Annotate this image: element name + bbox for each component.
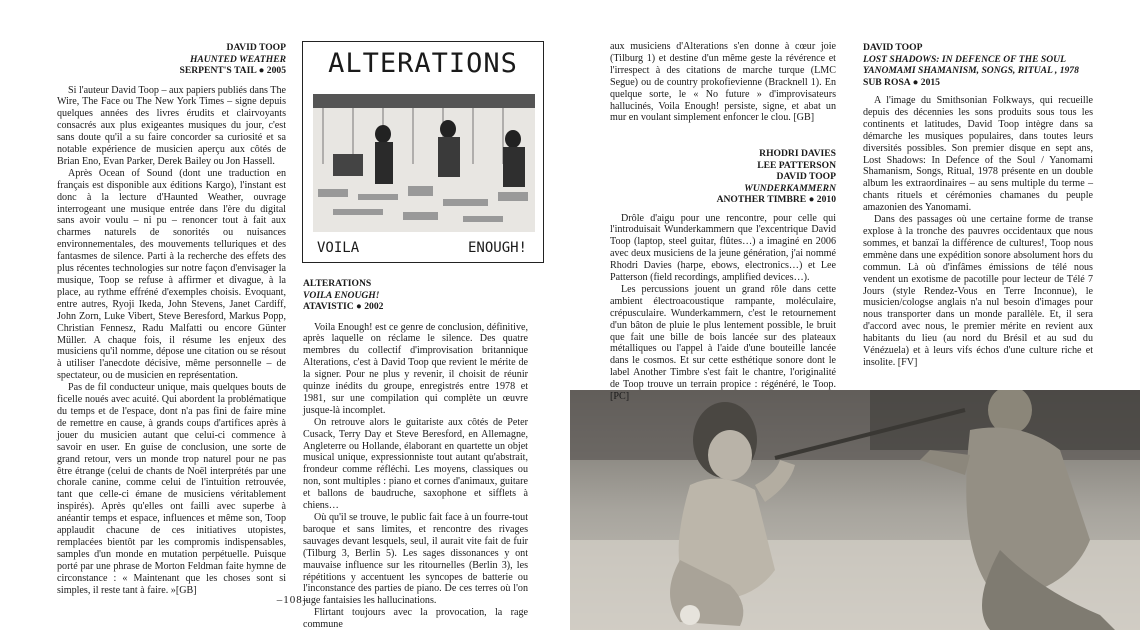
label-year: ATAVISTIC ● 2002 bbox=[303, 301, 384, 312]
album-title: VOILA ENOUGH! bbox=[303, 289, 380, 301]
cover-photo bbox=[313, 94, 535, 232]
artist-name: ALTERATIONS bbox=[303, 278, 372, 289]
paragraph: Flirtant toujours avec la provocation, la rage commune bbox=[303, 607, 528, 630]
paragraph: Drôle d'aigu pour une rencontre, pour celle qui l'introduisait Wunderkammern que l'excentrique David Toop (laptop, steel guitar, flûtes…) a imaginé en 2006 avec deux musiciens de la jeune génération, j'ai nommé Rhodri Davies (harpe, ebows, electronics…) et Lee Patterson (field recordings, amplified devices…). bbox=[610, 212, 836, 284]
album-title: LOST SHADOWS: IN DEFENCE OF THE SOUL bbox=[863, 53, 1066, 65]
review-voila-enough bbox=[303, 278, 528, 630]
review-wunderkammern bbox=[610, 148, 836, 403]
cover-bottom-right: ENOUGH! bbox=[467, 240, 527, 256]
label-year: SERPENT'S TAIL ● 2005 bbox=[179, 65, 286, 76]
paragraph: Voila Enough! est ce genre de conclusion, définitive, après laquelle on réclame le silence. Des quatre membres du collectif d'improvisation britannique Alterations, c'est à David Toop que revient le mérite de la signer. Pour ne plus y revenir, il choisit de réunir quinze inédits du groupe, enregistrés entre 1978 et 1981, sur une compilation qui complète un œuvre jusque-là incomplet. bbox=[303, 321, 528, 416]
album-subtitle: YANOMAMI SHAMANISM, SONGS, RITUAL , 1978 bbox=[863, 65, 1079, 76]
review-heading bbox=[610, 148, 836, 206]
paragraph: A l'image du Smithsonian Folkways, qui recueille depuis des décennies les sons produits sous tous les continents et latitudes, David Toop intègre dans sa démarche les musiques populaires, dans toutes leurs diversités possibles. Son premier disque en sept ans, Lost Shadows: In Defence of the Soul / Yanomami Shamanism, Songs, Ritual, 1978 présente en un double album les extraordinaires – au sens multiple du terme – chants rituels et cérémonies chamanes du peuple amazonien des Yanomami. bbox=[863, 95, 1093, 214]
paragraph: Les percussions jouent un grand rôle dans cette ambient électroacoustique rampante, moléculaire, crépusculaire. Wunderkammern, c'est le retournement d'un bâton de pluie le plus lentement possible, le bruit que fait une bille de bois lancée sur des plateaux métalliques ou l'appel à l'aide d'une bouteille lancée dans le cosmos. Et sur cette esthétique sonore dont le label Another Timbre s'est fait le chantre, l'originalité de Toop trouve un terrain propice : régénéré, le Toop. [PC] bbox=[610, 283, 836, 403]
album-title: WUNDERKAMMERN bbox=[744, 182, 836, 194]
review-heading bbox=[303, 278, 528, 313]
cover-bottom-left: VOILA bbox=[317, 240, 360, 256]
review-haunted-weather bbox=[57, 42, 286, 596]
review-continuation bbox=[610, 41, 836, 124]
paragraph: Pas de fil conducteur unique, mais quelques bouts de ficelle noués avec acuité. Qui abordent la problématique du temps et de l'espace, dont n'a pas fini de faire mine de remettre en cause, à grands coups d'artifices après à jouer du musicien autant que celui-ci commence à savoir en user. En guise de conclusion, une sorte de grand retour, vers un monde trop naturel pour ne pas être étrange (celui de chants de Noël interprétés par une chorale canine, comme celui de l'intuition retrouvée, tant que celle-ci émane de musiciens véritablement inspirés). Après qu'elles ont failli avec superbe à anéantir temps et espace, influences et même son, Toop applaudit chacune de ces initiatives utopistes, remplacées bientôt par les compromis indispensables, samples d'un monde en mutation perpétuelle. Puisque porté par une phrase de Morton Feldman faite hymne de circonstance : « Maintenant que les choses sont si simples, il reste tant à faire. »[GB] bbox=[57, 382, 286, 596]
paragraph: Après Ocean of Sound (dont une traduction en français est disponible aux éditions Kargo), l'instant est donc à la lecture d'Haunted Weather, ouvrage interrogeant une musique entrée dans l'ère du digital sans avoir voulu – ni pu – renoncer tout à fait aux charmes naturels de sonorités ou nuisances environnementales, des mouvements telluriques et des fantasmes de silence. Parti à la recherche des effets des plus récentes technologies sur notre façon d'envisager la musique, Toop se refuse à affirmer et divague, à la place, au rythme effréné d'exemples choisis. Evoquant, entre autres, Ryoji Ikeda, John Stevens, Janet Cardiff, John Zorn, Luke Vibert, Steve Beresford, Markus Popp, Christian Fennesz, Radu Malfatti ou encore Günter Müller. A chaque fois, il résume les enjeux des musiciens qu'il nomme, dépose une citation ou se résout à utiliser l'anecdote décisive, même personnelle – de spectateur, ou de musicien en représentation. bbox=[57, 167, 286, 382]
artist-name: LEE PATTERSON bbox=[757, 159, 836, 171]
paragraph: On retrouve alors le guitariste aux côtés de Peter Cusack, Terry Day et Steve Beresford, en Allemagne, Angleterre ou Hollande, élaborant en quartette un objet musical unique, expressionniste tout autant qu'abstrait, frondeur comme réfléchi. Les moyens, classiques ou non, sont multiples : piano et cornes d'animaux, guitare et ballons de baudruche, saxophone et sifflets à chiens… bbox=[303, 416, 528, 512]
artist-name: RHODRI DAVIES bbox=[759, 148, 836, 159]
label-year: ANOTHER TIMBRE ● 2010 bbox=[716, 194, 836, 205]
page-number: –108– bbox=[276, 594, 310, 606]
paragraph: Dans des passages où une certaine forme de transe explose à la tronche des pauvres occidentaux que nous sommes, et banzaï la différence de cultures!, Toop nous emmène dans une expédition sonore absolument hors du commun. Là où d'infâmes émissions de télé nous vendent un exotisme de pacotille pour lecteur de Télé 7 Jours (style Rendez-Vous en Terre Inconnue), le musicien/cologse anglais n'a nul besoin d'images pour nous transporter dans un monde parallèle. Et, il sera d'accord avec nous, le premier mérite en revient aux habitants du lieu (au nord du Brésil et au sud du Vénézuela) et à leurs vifs échos d'une culture riche et insolite. [FV] bbox=[863, 214, 1093, 368]
artist-name: DAVID TOOP bbox=[776, 171, 836, 182]
review-heading bbox=[863, 42, 1093, 88]
cover-title: ALTERATIONS bbox=[328, 48, 518, 79]
review-lost-shadows bbox=[863, 42, 1093, 369]
album-title: HAUNTED WEATHER bbox=[189, 53, 286, 65]
paragraph: Si l'auteur David Toop – aux papiers publiés dans The Wire, The Face ou The New York Times – signe depuis quelques années des livres érudits et clairvoyants consacrés aux plus exigeantes musiques du jour, c'est sans doute qu'il a su faire concorder sa curiosité et sa notable expérience de musicien aperçu aux côtés de Brian Eno, Evan Parker, Derek Bailey ou Jon Hassell. bbox=[57, 84, 286, 167]
artist-name: DAVID TOOP bbox=[226, 42, 286, 53]
paragraph: Où qu'il se trouve, le public fait face à un fourre-tout baroque et sans limites, et rencontre des rivages sauvages devant lesquels, seul, il aurait vite fait de fuir (Tilburg 3, Berlin 5). Les sages dissonances y ont mauvaise influence sur les ritournelles (Berlin 3), les répétitions y accentuent les syncopes de batterie ou l'inconstance des parties de piano. De ces terres où l'on juge fantaisies les hallucinations. bbox=[303, 512, 528, 607]
review-heading bbox=[57, 42, 286, 77]
yanomami-photo bbox=[570, 390, 1140, 630]
album-cover-alterations bbox=[302, 41, 544, 263]
artist-name: DAVID TOOP bbox=[863, 42, 923, 53]
paragraph: aux musiciens d'Alterations s'en donne à cœur joie (Tilburg 1) et destine d'un même geste la révérence et l'irrespect à des citations de marche turque (LMC Segue) ou de country prokofievienne (Bracknell 1). En quelque sorte, le « No future » d'improvisateurs hallucinés, Voila Enough! persiste, signe, et abat un mur en voulant simplement enfoncer le clou. [GB] bbox=[610, 41, 836, 124]
label-year: SUB ROSA ● 2015 bbox=[863, 76, 940, 88]
